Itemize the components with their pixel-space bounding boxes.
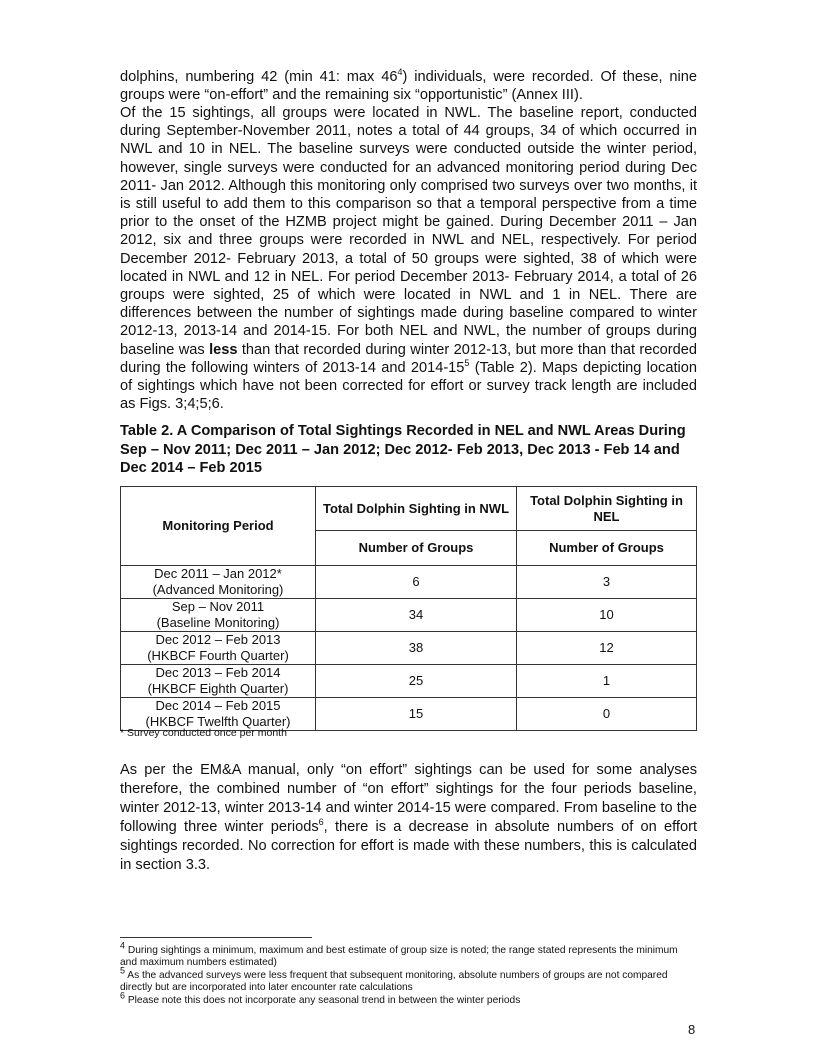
footnote-4 — [120, 940, 697, 970]
paragraph-baseline-comparison — [120, 104, 697, 413]
nwl-cell: 6 — [316, 566, 517, 599]
table-footnote: * Survey conducted once per month — [120, 727, 287, 739]
para1-text-b: ) individuals, were recorded. Of these, nine groups were “on-effort” and the remaining six “opportunistic” (Annex III). — [120, 69, 697, 104]
table-row — [121, 698, 697, 731]
table-row — [121, 665, 697, 698]
footnote-number: 5 — [120, 965, 126, 976]
period-label: Sep – Nov 2011 — [171, 599, 265, 614]
period-cell — [121, 665, 316, 698]
period-sublabel: (HKBCF Twelfth Quarter) — [145, 714, 291, 729]
table-row — [121, 566, 697, 599]
period-sublabel: (Advanced Monitoring) — [152, 582, 284, 597]
footnote-number: 4 — [120, 940, 126, 951]
para2-bold-less: less — [209, 341, 238, 358]
period-cell — [121, 599, 316, 632]
nwl-cell: 25 — [316, 665, 517, 698]
para3-text-a: As per the EM&A manual, only “on effort” sightings can be used for some analyses therefore, the combined number of “on effort” sightings for the four periods baseline, winter 2012-13, winter 2013-14 and winter 2014-15 were compared. From baseline to the following three winter periods — [120, 762, 697, 835]
nwl-cell: 38 — [316, 632, 517, 665]
period-cell — [121, 566, 316, 599]
nel-cell: 0 — [517, 698, 697, 731]
footnote-6 — [120, 990, 697, 1007]
footnote-ref-4[interactable]: 4 — [397, 67, 403, 78]
period-label: Dec 2014 – Feb 2015 — [155, 698, 281, 713]
table-row — [121, 599, 697, 632]
period-sublabel: (HKBCF Eighth Quarter) — [147, 681, 289, 696]
footnote-ref-6[interactable]: 6 — [318, 817, 324, 828]
nel-cell: 3 — [517, 566, 697, 599]
footnote-divider — [120, 937, 312, 938]
nel-cell: 12 — [517, 632, 697, 665]
para2-text-c: (Table 2). Maps depicting location of sightings which have not been corrected for effort or survey track length are included as Figs. 3;4;5;6. — [120, 359, 697, 413]
nwl-cell: 15 — [316, 698, 517, 731]
period-cell — [121, 698, 316, 731]
footnote-5 — [120, 965, 697, 995]
header-nel: Total Dolphin Sighting in NEL — [517, 487, 697, 531]
nel-cell: 10 — [517, 599, 697, 632]
sightings-table — [120, 486, 697, 731]
para2-text-a: Of the 15 sightings, all groups were located in NWL. The baseline report, conducted during September-November 2011, notes a total of 44 groups, 34 of which occurred in NWL and 10 in NEL. The baseline surveys were conducted outside the winter period, however, single surveys were conducted for an advanced monitoring period during Dec 2011- Jan 2012. Although this monitoring only comprised two surveys over two months, it is still useful to add them to this comparison so that a temporal perspective from a time prior to the onset of the HZMB project might be gained. During December 2011 – Jan 2012, six and three groups were recorded in NWL and NEL, respectively. For period December 2012- February 2013, a total of 50 groups were sighted, 38 of which were located in NWL and 12 in NEL. For period December 2013- February 2014, a total of 26 groups were sighted, 25 of which were located in NWL and 1 in NEL. There are differences between the number of sightings made during baseline compared to winter 2012-13, 2013-14 and 2014-15. For both NEL and NWL, the number of groups during baseline was — [120, 105, 697, 358]
header-nwl: Total Dolphin Sighting in NWL — [316, 487, 517, 531]
paragraph-sighting-summary — [120, 68, 697, 104]
period-label: Dec 2012 – Feb 2013 — [155, 632, 281, 647]
footnote-number: 6 — [120, 990, 126, 1001]
subheader-nel-groups: Number of Groups — [517, 531, 697, 566]
period-cell — [121, 632, 316, 665]
table-caption: Table 2. A Comparison of Total Sightings Recorded in NEL and NWL Areas During Sep – Nov 2011; Dec 2011 – Jan 2012; Dec 2012- Feb 2013, Dec 2013 - Feb 14 and Dec 2014 – Feb 2015 — [120, 423, 686, 476]
footnote-ref-5[interactable]: 5 — [464, 357, 470, 368]
paragraph-on-effort — [120, 761, 697, 875]
para2-text-b: than that recorded during winter 2012-13, but more than that recorded during the following winters of 2013-14 and 2014-15 — [120, 341, 697, 376]
table-row — [121, 632, 697, 665]
page-number: 8 — [688, 1022, 696, 1037]
footnotes — [120, 940, 697, 1007]
para1-text-a: dolphins, numbering 42 (min 41: max 46 — [120, 69, 398, 85]
period-sublabel: (Baseline Monitoring) — [156, 615, 280, 630]
period-label: Dec 2011 – Jan 2012* — [154, 566, 282, 581]
nwl-cell: 34 — [316, 599, 517, 632]
para3-text-b: , there is a decrease in absolute numbers of on effort sightings recorded. No correction for effort is made with these numbers, this is calculated in section 3.3. — [120, 819, 697, 873]
period-label: Dec 2013 – Feb 2014 — [155, 665, 281, 680]
footnote-text: Please note this does not incorporate any seasonal trend in between the winter periods — [125, 994, 521, 1006]
footnote-text: As the advanced surveys were less frequent that subsequent monitoring, absolute numbers of groups are not compared directly but are incorporated into later encounter rate calculations — [120, 969, 668, 994]
footnote-text: During sightings a minimum, maximum and best estimate of group size is noted; the range stated represents the minimum and maximum numbers estimated) — [120, 945, 678, 969]
nel-cell: 1 — [517, 665, 697, 698]
subheader-nwl-groups: Number of Groups — [316, 531, 517, 566]
period-sublabel: (HKBCF Fourth Quarter) — [147, 648, 289, 663]
header-monitoring-period: Monitoring Period — [121, 487, 316, 566]
